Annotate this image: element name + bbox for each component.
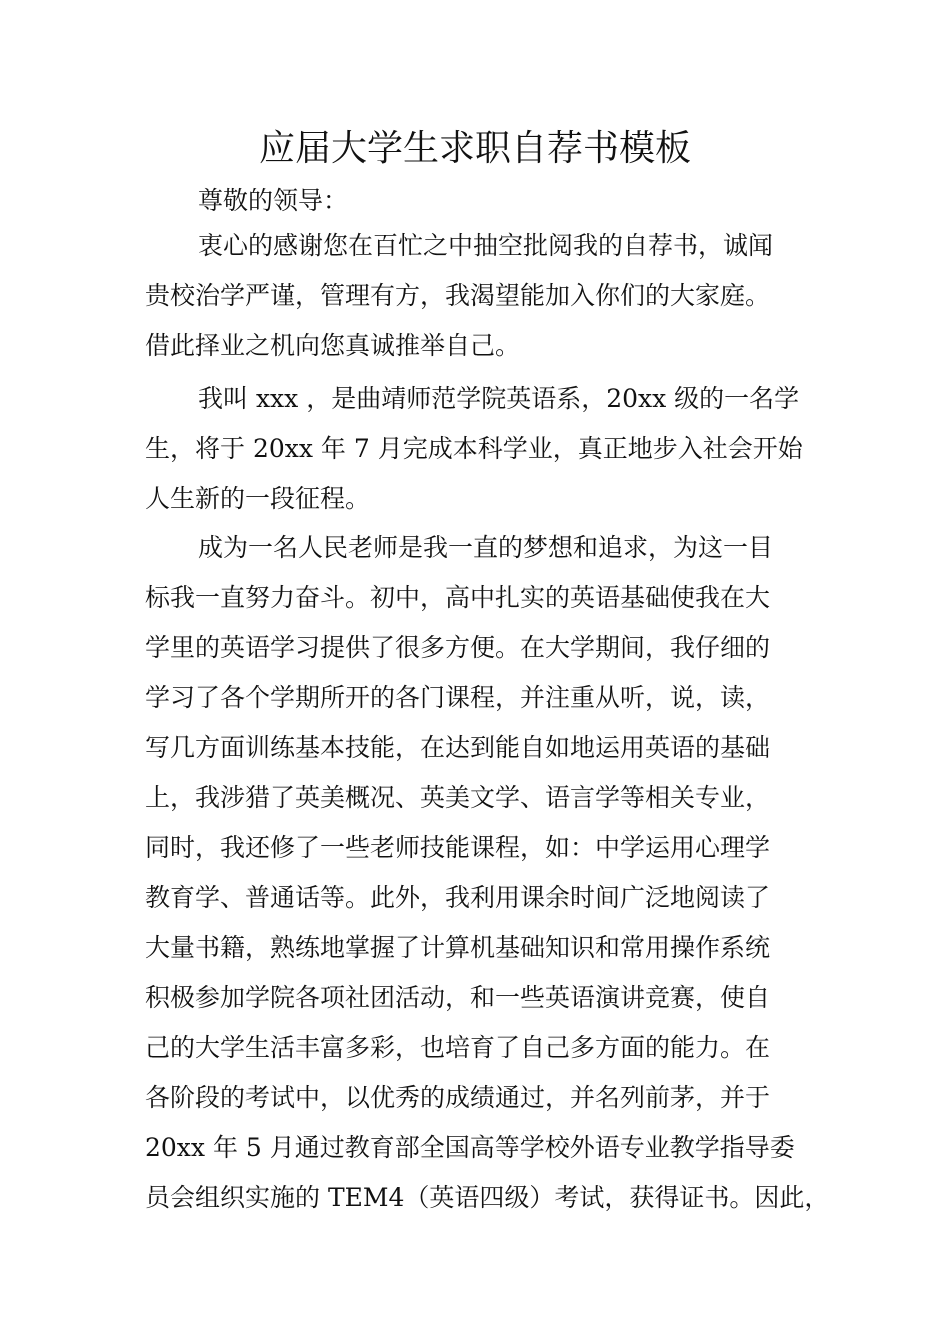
paragraph-line: 上，我涉猎了英美概况、英美文学、语言学等相关专业， <box>145 783 771 812</box>
salutation: 尊敬的领导： <box>198 186 349 215</box>
document-title: 应届大学生求职自荐书模板 <box>258 128 691 169</box>
paragraph-line: 人生新的一段征程。 <box>145 484 371 513</box>
paragraph-introduction <box>145 374 825 524</box>
paragraph-gratitude <box>145 221 825 371</box>
paragraph-line: 生，将于 20xx 年 7 月完成本科学业，真正地步入社会开始 <box>145 434 803 463</box>
paragraph-line: 贵校治学严谨，管理有方，我渴望能加入你们的大家庭。 <box>145 281 771 310</box>
paragraph-line: 各阶段的考试中，以优秀的成绩通过，并名列前茅，并于 <box>145 1083 771 1112</box>
paragraph-line: 学习了各个学期所开的各门课程，并注重从听，说，读， <box>145 683 771 712</box>
paragraph-line: 学里的英语学习提供了很多方便。在大学期间，我仔细的 <box>145 633 771 662</box>
paragraph-line: 标我一直努力奋斗。初中，高中扎实的英语基础使我在大 <box>145 583 771 612</box>
paragraph-line: 己的大学生活丰富多彩，也培育了自己多方面的能力。在 <box>145 1033 771 1062</box>
paragraph-line: 写几方面训练基本技能，在达到能自如地运用英语的基础 <box>145 733 771 762</box>
paragraph-line: 大量书籍，熟练地掌握了计算机基础知识和常用操作系统 <box>145 933 771 962</box>
paragraph-line: 成为一名人民老师是我一直的梦想和追求，为这一目 <box>198 533 774 562</box>
paragraph-line: 衷心的感谢您在百忙之中抽空批阅我的自荐书，诚闻 <box>198 231 774 260</box>
paragraph-line: 我叫 xxx ，是曲靖师范学院英语系，20xx 级的一名学 <box>198 384 800 413</box>
paragraph-line: 同时，我还修了一些老师技能课程，如：中学运用心理学 <box>145 833 771 862</box>
paragraph-line: 教育学、普通话等。此外，我利用课余时间广泛地阅读了 <box>145 883 771 912</box>
paragraph-line: 20xx 年 5 月通过教育部全国高等学校外语专业教学指导委 <box>145 1133 795 1162</box>
paragraph-experience <box>145 523 830 1223</box>
paragraph-line: 积极参加学院各项社团活动，和一些英语演讲竞赛，使自 <box>145 983 771 1012</box>
paragraph-line: 借此择业之机向您真诚推举自己。 <box>145 331 521 360</box>
paragraph-line: 员会组织实施的 TEM4（英语四级）考试，获得证书。因此， <box>145 1183 830 1212</box>
